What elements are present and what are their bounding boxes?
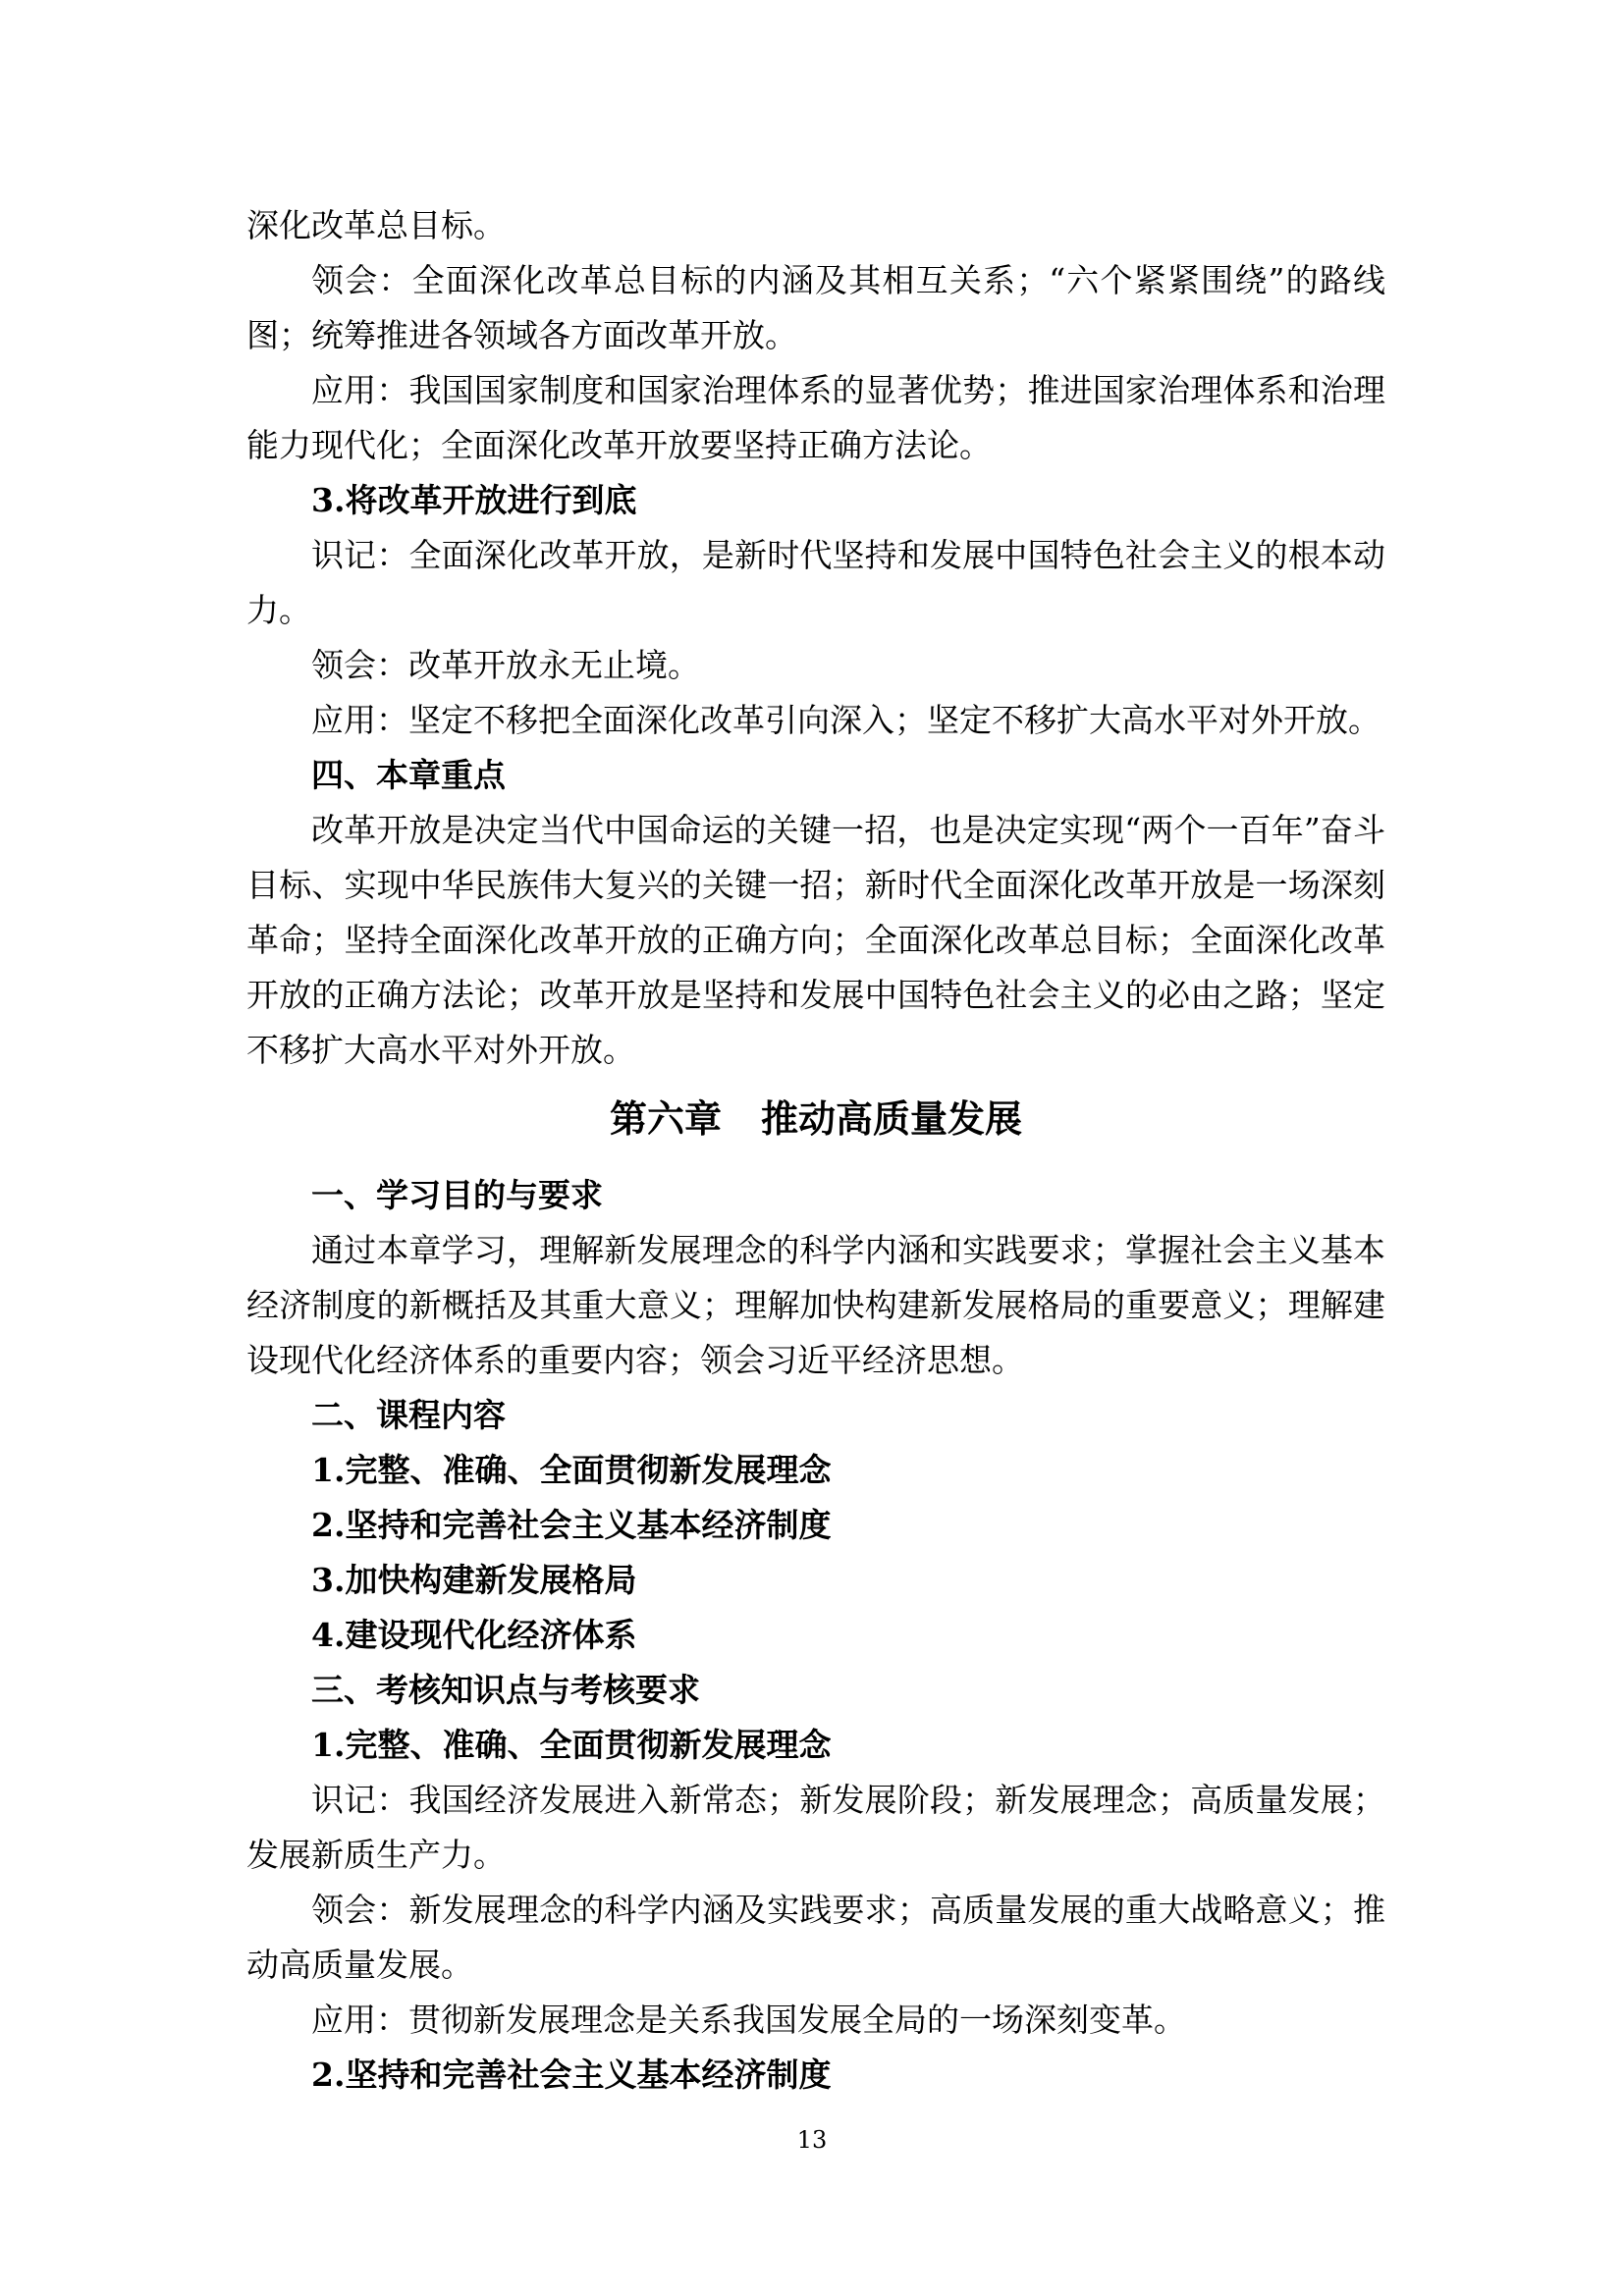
section-heading-assessment: 三、考核知识点与考核要求 [311, 1671, 700, 1709]
chapter-name: 推动高质量发展 [761, 1096, 1023, 1141]
paragraph-comprehend: 领会：新发展理念的科学内涵及实践要求；高质量发展的重大战略意义；推动高质量发展。 [246, 1891, 1385, 1984]
section-heading-course-content: 二、课程内容 [311, 1396, 506, 1434]
paragraph-objectives: 通过本章学习，理解新发展理念的科学内涵和实践要求；掌握社会主义基本经济制度的新概括及其重大意义；理解加快构建新发展格局的重要意义；理解建设现代化经济体系的重要内容；领会习近平经济思想。 [246, 1231, 1385, 1379]
paragraph-comprehend: 领会：全面深化改革总目标的内涵及其相互关系；“六个紧紧围绕”的路线图；统筹推进各领域各方面改革开放。 [246, 261, 1385, 354]
section-heading-key-points: 四、本章重点 [311, 756, 506, 794]
paragraph-apply: 应用：贯彻新发展理念是关系我国发展全局的一场深刻变革。 [311, 2001, 1186, 2039]
paragraph-memorize: 识记：我国经济发展进入新常态；新发展阶段；新发展理念；高质量发展；发展新质生产力。 [246, 1781, 1385, 1874]
content-item-3: 3.加快构建新发展格局 [311, 1561, 637, 1599]
paragraph-continuation: 深化改革总目标。 [246, 206, 506, 244]
chapter-number: 第六章 [609, 1096, 722, 1141]
page-body [246, 198, 1385, 2103]
paragraph-comprehend: 领会：改革开放永无止境。 [311, 646, 700, 684]
assessment-item-1: 1.完整、准确、全面贯彻新发展理念 [311, 1726, 832, 1764]
assessment-item-2: 2.坚持和完善社会主义基本经济制度 [311, 2056, 832, 2094]
paragraph-apply: 应用：坚定不移把全面深化改革引向深入；坚定不移扩大高水平对外开放。 [311, 701, 1380, 739]
section-heading-reform-to-end: 3.将改革开放进行到底 [311, 481, 637, 519]
chapter-title [246, 1090, 1385, 1148]
paragraph-apply: 应用：我国国家制度和国家治理体系的显著优势；推进国家治理体系和治理能力现代化；全面深化改革开放要坚持正确方法论。 [246, 371, 1385, 464]
paragraph-key-points: 改革开放是决定当代中国命运的关键一招，也是决定实现“两个一百年”奋斗目标、实现中华民族伟大复兴的关键一招；新时代全面深化改革开放是一场深刻革命；坚持全面深化改革开放的正确方向；全面深化改革总目标；全面深化改革开放的正确方法论；改革开放是坚持和发展中国特色社会主义的必由之路；坚定不移扩大高水平对外开放。 [246, 811, 1385, 1069]
content-item-4: 4.建设现代化经济体系 [311, 1616, 637, 1654]
page-number: 13 [796, 2126, 828, 2154]
content-item-1: 1.完整、准确、全面贯彻新发展理念 [311, 1451, 832, 1489]
content-item-2: 2.坚持和完善社会主义基本经济制度 [311, 1506, 832, 1544]
section-heading-objectives: 一、学习目的与要求 [311, 1176, 603, 1214]
paragraph-memorize: 识记：全面深化改革开放，是新时代坚持和发展中国特色社会主义的根本动力。 [246, 536, 1385, 629]
